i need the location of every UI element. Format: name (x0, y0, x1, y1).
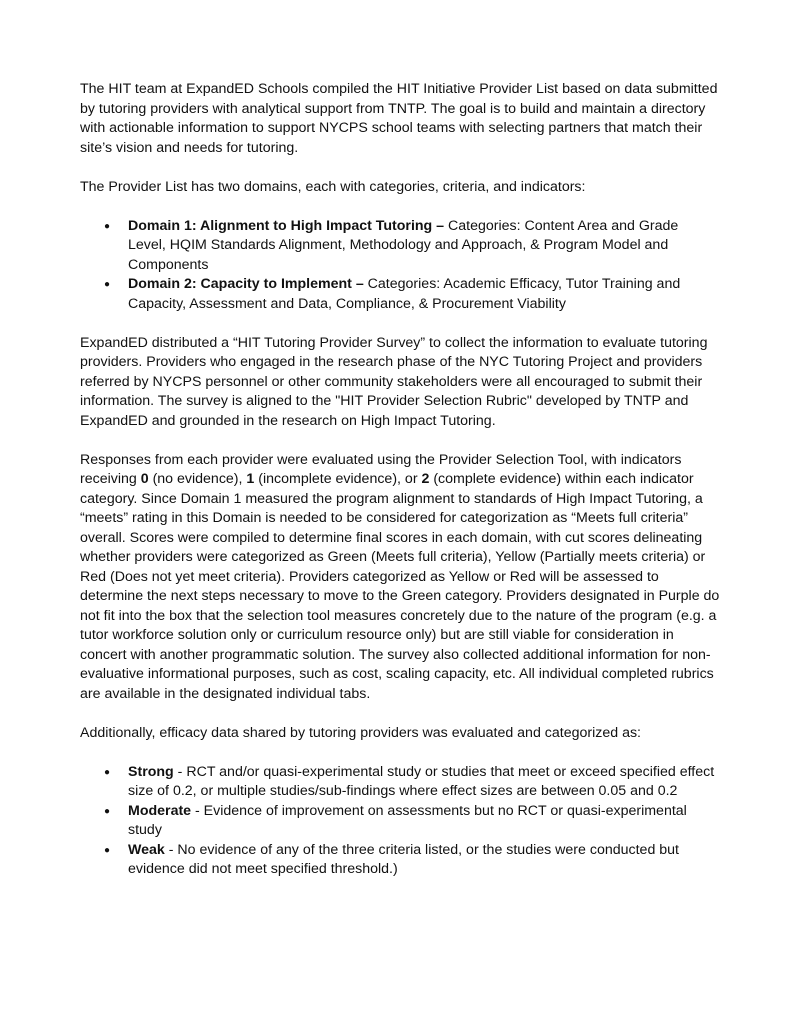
score-one: 1 (246, 471, 255, 487)
domain-1-text: Categories: Content Area and Grade Level, HQIM Standards Alignment, Methodology and Approach, & Program Model and Components (128, 217, 679, 273)
efficacy-strong-label: Strong (128, 763, 174, 780)
domains-intro-paragraph: The Provider List has two domains, each with categories, criteria, and indicators: (80, 178, 586, 195)
efficacy-intro-paragraph: Additionally, efficacy data shared by tutoring providers was evaluated and categorized as: (80, 724, 642, 741)
score-two: 2 (421, 471, 430, 487)
domain-1-label: Domain 1: Alignment to High Impact Tutoring – (128, 217, 445, 234)
efficacy-strong-item (80, 763, 720, 802)
domain-2-item (80, 275, 720, 314)
survey-paragraph: ExpandED distributed a “HIT Tutoring Provider Survey” to collect the information to evaluate tutoring providers. Providers who engaged in the research phase of the NYC Tutoring Project and providers referred by NYCPS personnel or other community stakeholders were all encouraged to submit their information. The survey is aligned to the "HIT Provider Selection Rubric" developed by TNTP and ExpandED and grounded in the research on High Impact Tutoring. (80, 334, 708, 429)
responses-text-3: (incomplete evidence), or (254, 471, 422, 487)
responses-text-4: (complete evidence) within each indicator category. Since Domain 1 measured the program alignment to standards of High Impact Tutoring, a “meets” rating in this Domain is needed to be considered for categorization as “Meets full criteria” overall. Scores were compiled to determine final scores in each domain, with cut scores delineating whether providers were categorized as Green (Meets full criteria), Yellow (Partially meets criteria) or Red (Does not yet meet criteria). Providers categorized as Yellow or Red will be assessed to determine the next steps necessary to move to the Green category. Providers designated in Purple do not fit into the box that the selection tool measures concretely due to the nature of the program (e.g. a tutor workforce solution only or curriculum resource only) but are still viable for consideration in concert with another programmatic solution. The survey also collected additional information for non-evaluative informational purposes, such as cost, scaling capacity, etc. All individual completed rubrics are available in the designated individual tabs. (80, 471, 720, 702)
domain-2-label: Domain 2: Capacity to Implement – (128, 276, 364, 292)
efficacy-list (80, 763, 720, 880)
domains-list (80, 217, 720, 315)
domain-2-text: Categories: Academic Efficacy, Tutor Training and Capacity, Assessment and Data, Compliance, & Procurement Viability (128, 276, 681, 312)
efficacy-moderate-text: - Evidence of improvement on assessments but no RCT or quasi-experimental study (128, 802, 687, 838)
score-zero: 0 (140, 471, 149, 487)
efficacy-weak-item (80, 841, 720, 880)
efficacy-moderate-item (80, 802, 720, 841)
efficacy-weak-label: Weak (128, 841, 165, 858)
efficacy-moderate-label: Moderate (128, 802, 192, 819)
domain-1-item (80, 217, 720, 276)
responses-text-1: Responses from each provider were evaluated using the Provider Selection Tool, with indicators receiving (80, 451, 682, 487)
responses-paragraph (80, 451, 720, 705)
document-page (80, 80, 720, 880)
responses-text-2: (no evidence), (148, 471, 247, 487)
intro-paragraph: The HIT team at ExpandED Schools compiled the HIT Initiative Provider List based on data submitted by tutoring providers with analytical support from TNTP. The goal is to build and maintain a directory with actionable information to support NYCPS school teams with selecting partners that match their site’s vision and needs for tutoring. (80, 81, 718, 156)
efficacy-weak-text: - No evidence of any of the three criteria listed, or the studies were conducted but evidence did not meet specified threshold.) (128, 841, 679, 877)
efficacy-strong-text: - RCT and/or quasi-experimental study or studies that meet or exceed specified effect size of 0.2, or multiple studies/sub-findings where effect sizes are between 0.05 and 0.2 (128, 763, 715, 799)
